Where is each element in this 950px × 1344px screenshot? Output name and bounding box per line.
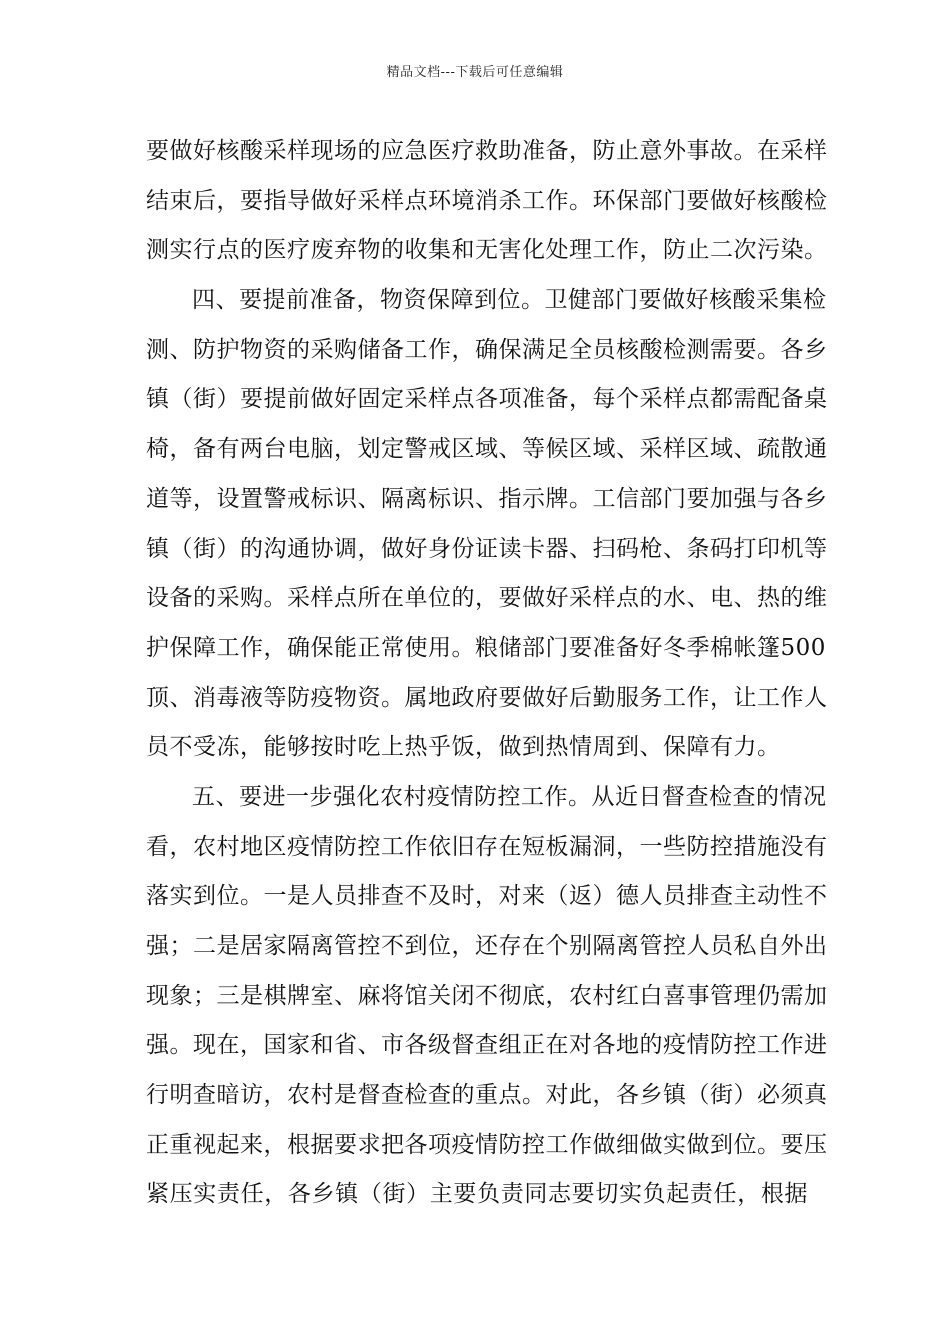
- text-line: 行明查暗访，农村是督查检查的重点。对此，各乡镇（街）必须真: [146, 1082, 828, 1109]
- text-line: 现象；三是棋牌室、麻将馆关闭不彻底，农村红白喜事管理仍需加: [146, 982, 828, 1009]
- text-line: 道等，设置警戒标识、隔离标识、指示牌。工信部门要加强与各乡: [146, 485, 828, 512]
- text-line: 顶、消毒液等防疫物资。属地政府要做好后勤服务工作，让工作人: [146, 684, 828, 711]
- text-line: 设备的采购。采样点所在单位的，要做好采样点的水、电、热的维: [146, 585, 828, 612]
- text-line: 紧压实责任，各乡镇（街）主要负责同志要切实负起责任，根据: [146, 1181, 808, 1208]
- text-line: 镇（街）的沟通协调，做好身份证读卡器、扫码枪、条码打印机等: [146, 535, 828, 562]
- text-line: 看，农村地区疫情防控工作依旧存在短板漏洞，一些防控措施没有: [146, 833, 828, 860]
- text-line: 结束后，要指导做好采样点环境消杀工作。环保部门要做好核酸检: [146, 187, 828, 214]
- text-line: 镇（街）要提前做好固定采样点各项准备，每个采样点都需配备桌: [146, 386, 828, 413]
- text-line: 强。现在，国家和省、市各级督查组正在对各地的疫情防控工作进: [146, 1032, 828, 1059]
- page-header: 精品文档---下载后可任意编辑: [386, 65, 564, 80]
- text-line: 测实行点的医疗废弃物的收集和无害化处理工作，防止二次污染。: [146, 237, 828, 264]
- text-line: 落实到位。一是人员排查不及时，对来（返）德人员排查主动性不: [146, 883, 828, 910]
- paragraph-section-four: [146, 276, 828, 773]
- text-line: 椅，备有两台电脑，划定警戒区域、等候区域、采样区域、疏散通: [146, 436, 828, 463]
- paragraph-continuation: [146, 127, 828, 276]
- document-body: [146, 127, 828, 1220]
- text-line: 四、要提前准备，物资保障到位。卫健部门要做好核酸采集检: [192, 287, 827, 314]
- text-line: 强；二是居家隔离管控不到位，还存在个别隔离管控人员私自外出: [146, 933, 828, 959]
- text-line: 五、要进一步强化农村疫情防控工作。从近日督查检查的情况: [192, 783, 827, 810]
- text-line: 要做好核酸采样现场的应急医疗救助准备，防止意外事故。在采样: [146, 138, 828, 164]
- paragraph-section-five: [146, 773, 828, 1220]
- text-line: 护保障工作，确保能正常使用。粮储部门要准备好冬季棉帐篷500: [146, 634, 826, 661]
- text-line: 员不受冻，能够按时吃上热乎饭，做到热情周到、保障有力。: [146, 734, 781, 761]
- text-line: 测、防护物资的采购储备工作，确保满足全员核酸检测需要。各乡: [146, 336, 828, 363]
- text-line: 正重视起来，根据要求把各项疫情防控工作做细做实做到位。要压: [146, 1131, 828, 1158]
